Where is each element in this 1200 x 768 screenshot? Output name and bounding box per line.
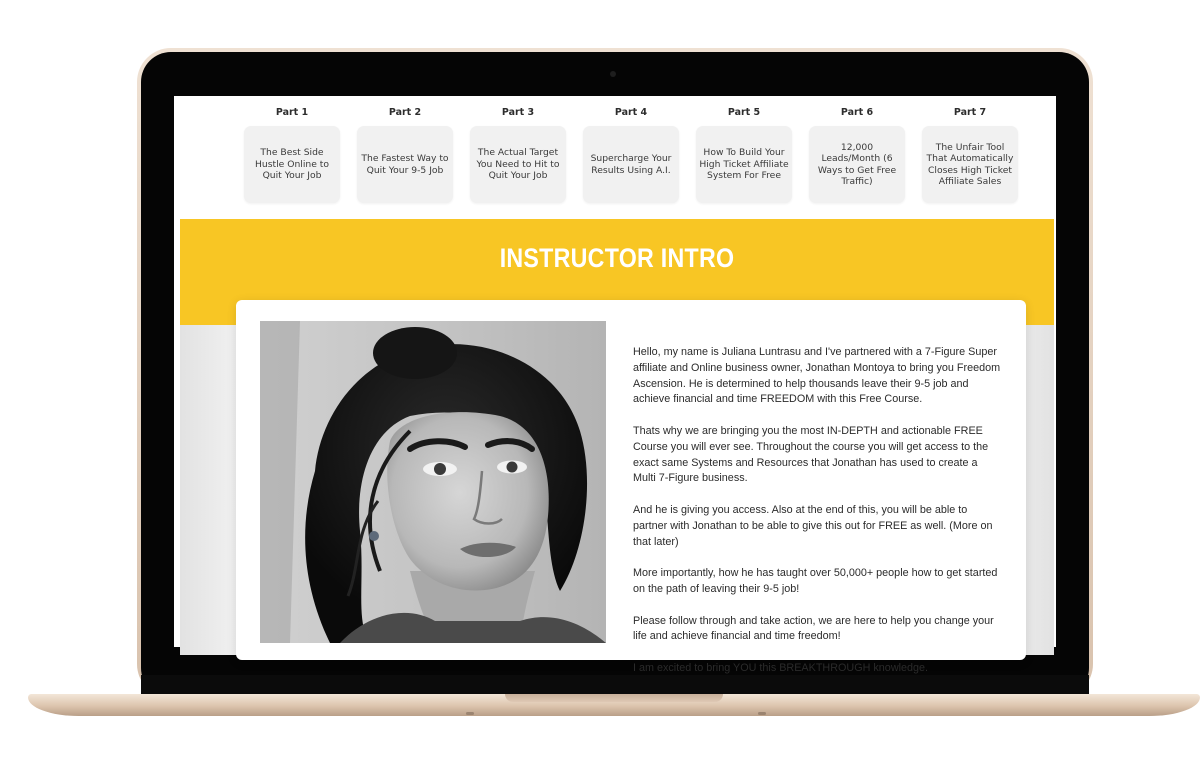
part-title: Supercharge Your Results Using A.I.	[590, 153, 672, 176]
part-title: The Unfair Tool That Automatically Closes High Ticket Affiliate Sales	[926, 141, 1014, 187]
intro-text	[633, 345, 1003, 674]
part-card[interactable]	[809, 126, 905, 203]
part-4[interactable]	[583, 96, 679, 208]
instructor-portrait	[260, 321, 606, 643]
part-title: The Best Side Hustle Online to Quit Your Job	[254, 147, 330, 182]
part-card[interactable]	[244, 126, 340, 203]
part-card[interactable]	[696, 126, 792, 203]
part-6[interactable]	[809, 96, 905, 208]
part-label: Part 6	[840, 107, 874, 118]
intro-paragraph: Thats why we are bringing you the most IN-DEPTH and actionable FREE Course you will ever see. Throughout the course you will get access to the exact same Systems and Resources that Jonathan has used to create a Multi 7-Figure business.	[633, 424, 989, 485]
part-title: The Actual Target You Need to Hit to Quit Your Job	[476, 147, 560, 182]
part-1[interactable]	[244, 96, 340, 208]
part-card[interactable]	[357, 126, 453, 203]
part-card[interactable]	[583, 126, 679, 203]
part-card[interactable]	[470, 126, 566, 203]
part-label: Part 5	[727, 107, 761, 118]
part-label: Part 1	[275, 107, 309, 118]
part-label: Part 4	[614, 107, 648, 118]
webcam-icon	[610, 71, 616, 77]
laptop-foot	[758, 712, 766, 715]
intro-paragraph: And he is giving you access. Also at the end of this, you will be able to partner with Jonathan to be able to give this out for FREE as well. (More on that later)	[633, 503, 993, 548]
laptop-foot	[466, 712, 474, 715]
part-3[interactable]	[470, 96, 566, 208]
part-card[interactable]	[922, 126, 1018, 203]
part-title: How To Build Your High Ticket Affiliate System For Free	[699, 147, 789, 182]
part-5[interactable]	[696, 96, 792, 208]
part-7[interactable]	[922, 96, 1018, 208]
part-label: Part 2	[388, 107, 422, 118]
part-2[interactable]	[357, 96, 453, 208]
intro-paragraph: I am excited to bring YOU this BREAKTHROUGH knowledge.	[633, 661, 929, 674]
intro-paragraph: More importantly, how he has taught over 50,000+ people how to get started on the path of leaving their 9-5 job!	[633, 567, 998, 595]
laptop-opening-notch	[505, 694, 723, 702]
section-heading: INSTRUCTOR INTRO	[499, 243, 735, 273]
intro-paragraph: Please follow through and take action, we are here to help you change your life and achieve financial and time freedom!	[633, 614, 994, 643]
part-title: The Fastest Way to Quit Your 9-5 Job	[361, 153, 449, 176]
part-label: Part 3	[501, 107, 535, 118]
part-label: Part 7	[953, 107, 987, 118]
intro-paragraph: Hello, my name is Juliana Luntrasu and I've partnered with a 7-Figure Super affiliate and Online business owner, Jonathan Montoya to bring you Freedom Ascension. He is determined to help thousands leave their 9-5 job and achieve financial and time FREEDOM with this Free Course.	[633, 346, 1001, 406]
part-title: 12,000 Leads/Month (6 Ways to Get Free Traffic)	[817, 141, 897, 187]
laptop-screen	[174, 96, 1056, 674]
course-parts-nav	[174, 96, 1056, 214]
